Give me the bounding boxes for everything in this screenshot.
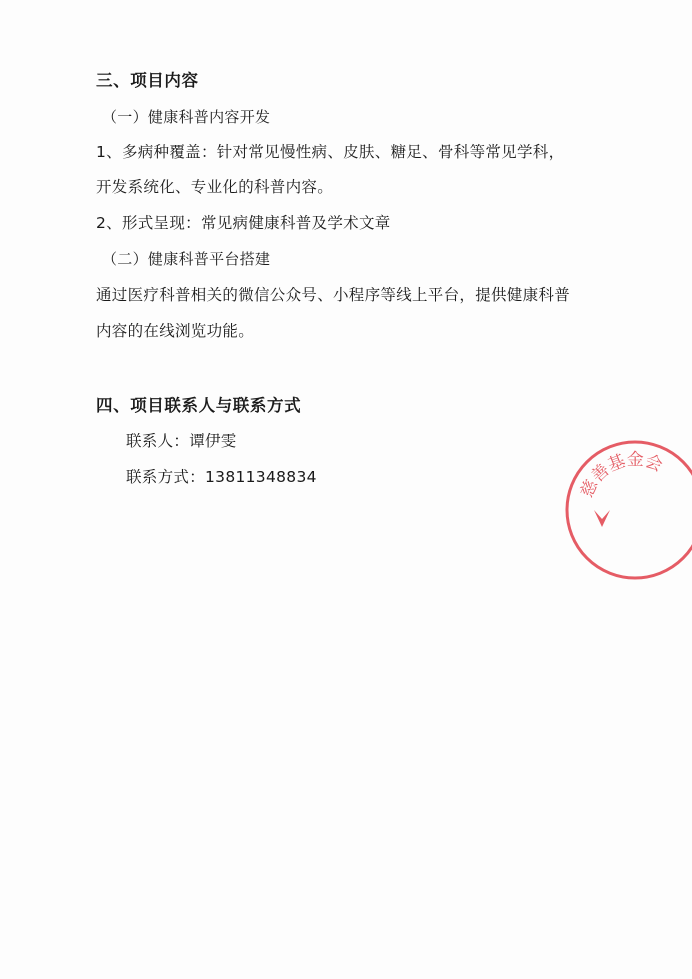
item-1-line-1: 1、多病种覆盖：针对常见慢性病、皮肤、糖足、骨科等常见学科， [96, 143, 565, 161]
organization-seal [560, 435, 692, 585]
contact-phone: 联系方式：13811348834 [126, 468, 317, 486]
section-3-heading: 三、项目内容 [96, 71, 199, 90]
seal-text: 慈善基金会 [577, 449, 666, 501]
contact-person: 联系人：谭伊雯 [126, 432, 237, 450]
subsection-2-title: （二）健康科普平台搭建 [102, 250, 271, 268]
paragraph-line-1: 通过医疗科普相关的微信公众号、小程序等线上平台，提供健康科普 [96, 286, 571, 304]
seal-emblem-icon [594, 510, 610, 527]
paragraph-line-2: 内容的在线浏览功能。 [96, 322, 255, 340]
subsection-1-title: （一）健康科普内容开发 [102, 108, 271, 126]
item-2: 2、形式呈现：常见病健康科普及学术文章 [96, 214, 391, 232]
item-1-line-2: 开发系统化、专业化的科普内容。 [96, 178, 334, 196]
section-4-heading: 四、项目联系人与联系方式 [96, 396, 302, 415]
